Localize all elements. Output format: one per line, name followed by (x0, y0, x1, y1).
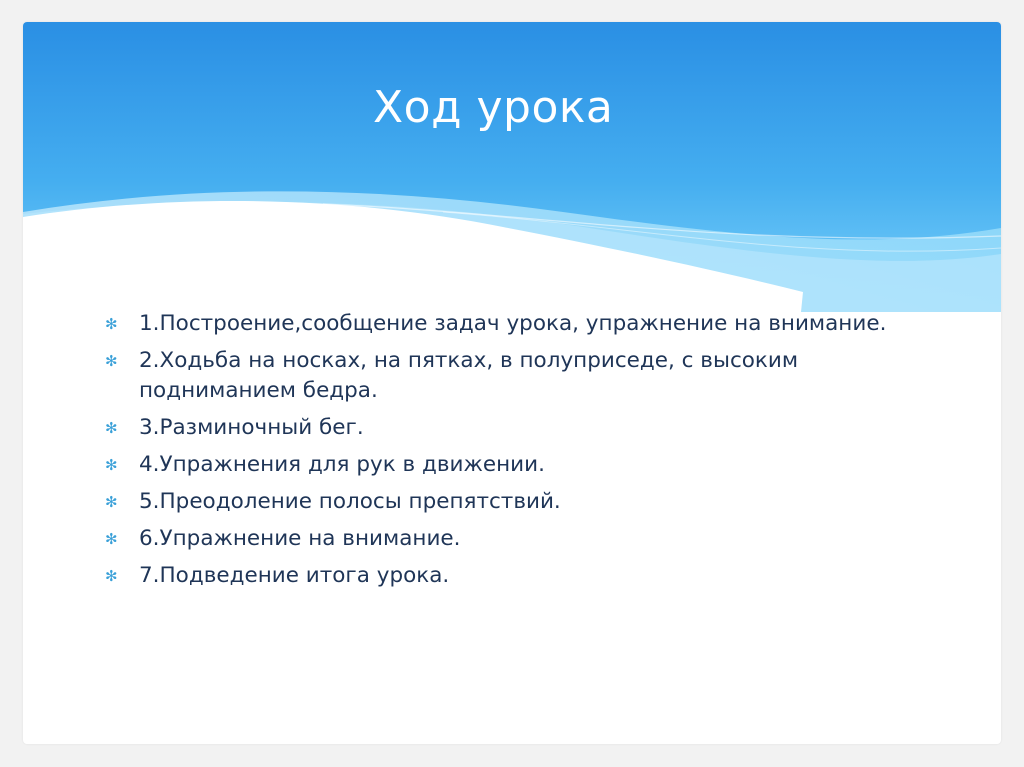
asterisk-icon: ✻ (105, 419, 118, 437)
asterisk-icon: ✻ (105, 315, 118, 333)
list-item (101, 450, 961, 480)
list-item (101, 309, 961, 339)
header-wave-background (23, 22, 1001, 312)
asterisk-icon: ✻ (105, 352, 118, 370)
list-item-text: 2.Ходьба на носках, на пятках, в полуприседе, с высоким подниманием бедра. (139, 348, 799, 403)
asterisk-icon: ✻ (105, 530, 118, 548)
list-item (101, 524, 961, 554)
asterisk-icon: ✻ (105, 493, 118, 511)
list-item-text: 7.Подведение итога урока. (139, 563, 450, 588)
list-item (101, 413, 961, 443)
lesson-steps-list (101, 309, 961, 598)
list-item-text: 6.Упражнение на внимание. (139, 526, 461, 551)
list-item (101, 346, 961, 406)
list-item-text: 3.Разминочный бег. (139, 415, 364, 440)
list-item-text: 5.Преодоление полосы препятствий. (139, 489, 561, 514)
slide-title: Ход урока (373, 82, 614, 133)
list-item (101, 561, 961, 591)
slide (23, 22, 1001, 744)
asterisk-icon: ✻ (105, 456, 118, 474)
list-item (101, 487, 961, 517)
asterisk-icon: ✻ (105, 567, 118, 585)
list-item-text: 4.Упражнения для рук в движении. (139, 452, 545, 477)
list-item-text: 1.Построение,сообщение задач урока, упражнение на внимание. (139, 311, 887, 336)
